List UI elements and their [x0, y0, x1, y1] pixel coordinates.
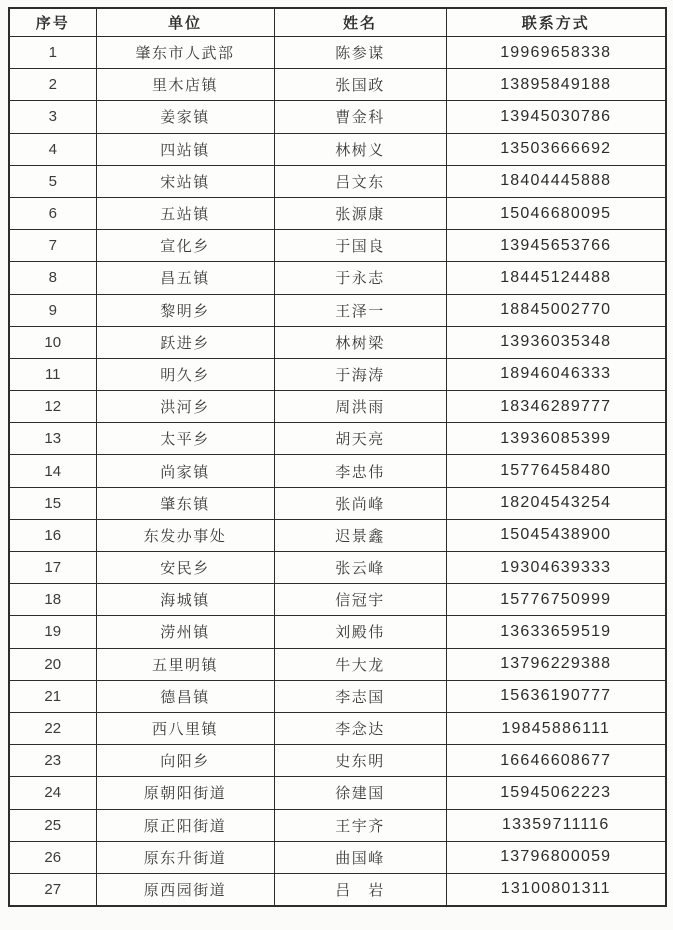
- cell-phone: 15776750999: [446, 584, 666, 616]
- cell-unit: 黎明乡: [96, 294, 274, 326]
- cell-serial: 15: [9, 487, 96, 519]
- cell-unit: 肇东市人武部: [96, 37, 274, 69]
- cell-serial: 9: [9, 294, 96, 326]
- cell-unit: 安民乡: [96, 552, 274, 584]
- cell-unit: 向阳乡: [96, 745, 274, 777]
- table-row: [9, 37, 666, 69]
- cell-unit: 洪河乡: [96, 391, 274, 423]
- cell-name: 周洪雨: [274, 391, 446, 423]
- cell-phone: 13633659519: [446, 616, 666, 648]
- cell-serial: 20: [9, 648, 96, 680]
- table-row: [9, 487, 666, 519]
- cell-serial: 14: [9, 455, 96, 487]
- cell-unit: 西八里镇: [96, 712, 274, 744]
- cell-unit: 原朝阳街道: [96, 777, 274, 809]
- cell-unit: 跃进乡: [96, 326, 274, 358]
- cell-serial: 12: [9, 391, 96, 423]
- cell-serial: 23: [9, 745, 96, 777]
- cell-name: 信冠宇: [274, 584, 446, 616]
- cell-unit: 五站镇: [96, 197, 274, 229]
- cell-serial: 8: [9, 262, 96, 294]
- cell-unit: 海城镇: [96, 584, 274, 616]
- cell-name: 张云峰: [274, 552, 446, 584]
- cell-unit: 宣化乡: [96, 230, 274, 262]
- cell-name: 吕 岩: [274, 873, 446, 906]
- cell-unit: 昌五镇: [96, 262, 274, 294]
- table-row: [9, 519, 666, 551]
- table-body: [9, 37, 666, 907]
- cell-serial: 16: [9, 519, 96, 551]
- contact-table: [8, 7, 667, 907]
- cell-unit: 宋站镇: [96, 165, 274, 197]
- cell-phone: 18445124488: [446, 262, 666, 294]
- header-unit: 单位: [96, 8, 274, 37]
- cell-phone: 13895849188: [446, 69, 666, 101]
- cell-phone: 18204543254: [446, 487, 666, 519]
- cell-serial: 17: [9, 552, 96, 584]
- table-row: [9, 616, 666, 648]
- cell-unit: 太平乡: [96, 423, 274, 455]
- cell-phone: 15776458480: [446, 455, 666, 487]
- cell-serial: 13: [9, 423, 96, 455]
- cell-name: 张源康: [274, 197, 446, 229]
- cell-phone: 15046680095: [446, 197, 666, 229]
- cell-unit: 原西园街道: [96, 873, 274, 906]
- table-row: [9, 584, 666, 616]
- cell-serial: 27: [9, 873, 96, 906]
- header-phone: 联系方式: [446, 8, 666, 37]
- cell-unit: 原东升街道: [96, 841, 274, 873]
- cell-phone: 13796800059: [446, 841, 666, 873]
- cell-serial: 7: [9, 230, 96, 262]
- cell-unit: 四站镇: [96, 133, 274, 165]
- table-row: [9, 197, 666, 229]
- cell-name: 张尚峰: [274, 487, 446, 519]
- cell-phone: 13945030786: [446, 101, 666, 133]
- cell-phone: 15045438900: [446, 519, 666, 551]
- table-row: [9, 841, 666, 873]
- cell-phone: 19845886111: [446, 712, 666, 744]
- cell-unit: 五里明镇: [96, 648, 274, 680]
- cell-serial: 26: [9, 841, 96, 873]
- table-row: [9, 648, 666, 680]
- table-row: [9, 391, 666, 423]
- cell-serial: 5: [9, 165, 96, 197]
- cell-name: 李念达: [274, 712, 446, 744]
- cell-name: 王宇齐: [274, 809, 446, 841]
- cell-name: 胡天亮: [274, 423, 446, 455]
- header-row: [9, 8, 666, 37]
- table-row: [9, 294, 666, 326]
- cell-serial: 22: [9, 712, 96, 744]
- cell-phone: 19969658338: [446, 37, 666, 69]
- cell-name: 曹金科: [274, 101, 446, 133]
- cell-phone: 19304639333: [446, 552, 666, 584]
- cell-serial: 10: [9, 326, 96, 358]
- cell-phone: 13503666692: [446, 133, 666, 165]
- table-row: [9, 358, 666, 390]
- table-row: [9, 712, 666, 744]
- cell-serial: 21: [9, 680, 96, 712]
- cell-phone: 13936035348: [446, 326, 666, 358]
- cell-serial: 18: [9, 584, 96, 616]
- cell-name: 于永志: [274, 262, 446, 294]
- cell-phone: 16646608677: [446, 745, 666, 777]
- cell-serial: 4: [9, 133, 96, 165]
- cell-serial: 25: [9, 809, 96, 841]
- cell-name: 刘殿伟: [274, 616, 446, 648]
- cell-unit: 明久乡: [96, 358, 274, 390]
- cell-unit: 东发办事处: [96, 519, 274, 551]
- cell-unit: 尚家镇: [96, 455, 274, 487]
- cell-phone: 18404445888: [446, 165, 666, 197]
- cell-name: 张国政: [274, 69, 446, 101]
- cell-phone: 18946046333: [446, 358, 666, 390]
- cell-phone: 13945653766: [446, 230, 666, 262]
- cell-serial: 1: [9, 37, 96, 69]
- cell-serial: 24: [9, 777, 96, 809]
- table-row: [9, 326, 666, 358]
- table-row: [9, 745, 666, 777]
- table-row: [9, 455, 666, 487]
- cell-name: 于海涛: [274, 358, 446, 390]
- cell-unit: 涝州镇: [96, 616, 274, 648]
- table-header: [9, 8, 666, 37]
- cell-name: 吕文东: [274, 165, 446, 197]
- cell-name: 林树义: [274, 133, 446, 165]
- cell-serial: 6: [9, 197, 96, 229]
- cell-name: 李志国: [274, 680, 446, 712]
- table-row: [9, 873, 666, 906]
- cell-unit: 姜家镇: [96, 101, 274, 133]
- header-name: 姓名: [274, 8, 446, 37]
- cell-name: 王泽一: [274, 294, 446, 326]
- cell-serial: 3: [9, 101, 96, 133]
- cell-phone: 18845002770: [446, 294, 666, 326]
- contact-table-container: [8, 7, 665, 907]
- cell-name: 迟景鑫: [274, 519, 446, 551]
- cell-serial: 19: [9, 616, 96, 648]
- cell-unit: 原正阳街道: [96, 809, 274, 841]
- table-row: [9, 230, 666, 262]
- table-row: [9, 423, 666, 455]
- cell-unit: 德昌镇: [96, 680, 274, 712]
- table-row: [9, 133, 666, 165]
- table-row: [9, 69, 666, 101]
- table-row: [9, 262, 666, 294]
- table-row: [9, 680, 666, 712]
- cell-serial: 11: [9, 358, 96, 390]
- table-row: [9, 101, 666, 133]
- cell-name: 曲国峰: [274, 841, 446, 873]
- header-serial: 序号: [9, 8, 96, 37]
- cell-phone: 15945062223: [446, 777, 666, 809]
- table-row: [9, 552, 666, 584]
- cell-serial: 2: [9, 69, 96, 101]
- cell-phone: 18346289777: [446, 391, 666, 423]
- cell-phone: 15636190777: [446, 680, 666, 712]
- cell-unit: 里木店镇: [96, 69, 274, 101]
- table-row: [9, 165, 666, 197]
- cell-phone: 13100801311: [446, 873, 666, 906]
- table-row: [9, 777, 666, 809]
- cell-name: 陈参谋: [274, 37, 446, 69]
- cell-phone: 13936085399: [446, 423, 666, 455]
- table-row: [9, 809, 666, 841]
- cell-name: 林树梁: [274, 326, 446, 358]
- cell-name: 徐建国: [274, 777, 446, 809]
- cell-name: 牛大龙: [274, 648, 446, 680]
- cell-unit: 肇东镇: [96, 487, 274, 519]
- cell-phone: 13796229388: [446, 648, 666, 680]
- cell-name: 于国良: [274, 230, 446, 262]
- cell-name: 李忠伟: [274, 455, 446, 487]
- cell-name: 史东明: [274, 745, 446, 777]
- cell-phone: 13359711116: [446, 809, 666, 841]
